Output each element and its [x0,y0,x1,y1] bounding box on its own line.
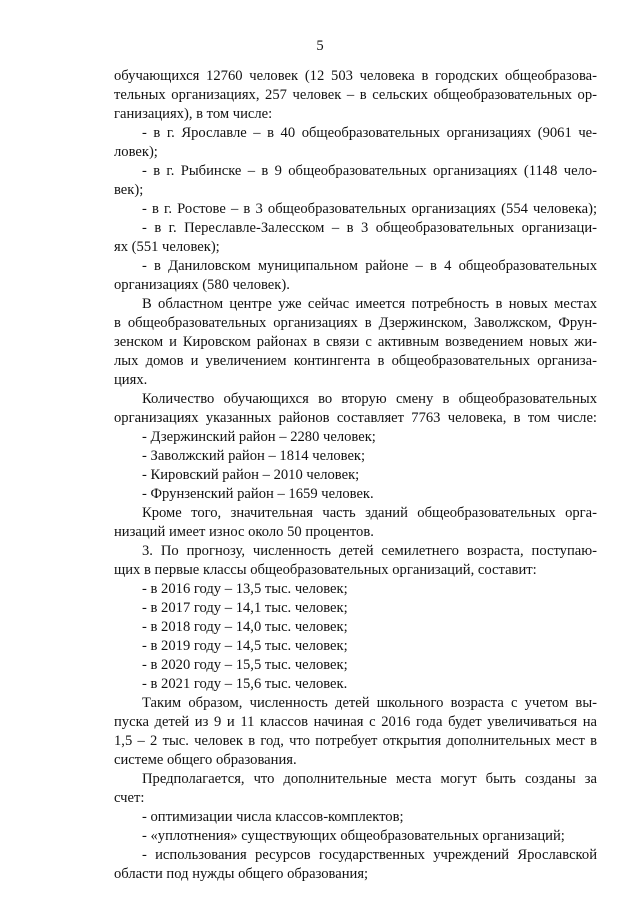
text-line: области под нужды общего образования; [114,866,369,882]
text-line: лых домов и увеличением контингента в общеобразовательных организа- [114,353,597,369]
page-number: 5 [316,38,324,54]
text-line: - «уплотнения» существующих общеобразовательных организаций; [142,828,565,844]
text-line: 3. По прогнозу, численность детей семилетнего возраста, поступаю- [142,543,597,559]
text-line: - Кировский район – 2010 человек; [142,467,360,483]
text-line: - в г. Ярославле – в 40 общеобразовательных организациях (9061 че- [142,125,597,141]
text-line: - оптимизации числа классов-комплектов; [142,809,404,825]
text-line: Таким образом, численность детей школьного возраста с учетом вы- [142,695,597,711]
text-line: - в 2018 году – 14,0 тыс. человек; [142,619,348,635]
text-line: счет: [114,790,145,806]
text-line: циях. [114,372,148,388]
text-line: Предполагается, что дополнительные места могут быть созданы за [142,771,597,787]
text-line: 1,5 – 2 тыс. человек в год, что потребует открытия дополнительных мест в [114,733,597,749]
text-line: ях (551 человек); [114,239,220,255]
text-line: - использования ресурсов государственных учреждений Ярославской [142,847,597,863]
text-line: системе общего образования. [114,752,297,768]
text-line: - в 2017 году – 14,1 тыс. человек; [142,600,348,616]
text-line: В областном центре уже сейчас имеется потребность в новых местах [142,296,597,312]
text-line: в общеобразовательных организациях в Дзержинском, Заволжском, Фрун- [114,315,597,331]
text-line: - в г. Рыбинске – в 9 общеобразовательных организациях (1148 чело- [142,163,597,179]
text-line: низаций имеет износ около 50 процентов. [114,524,374,540]
text-line: - в г. Переславле-Залесском – в 3 общеобразовательных организаци- [142,220,597,236]
text-line: - Заволжский район – 1814 человек; [142,448,366,464]
text-line: организациях (580 человек). [114,277,290,293]
text-line: век); [114,182,144,198]
text-line: обучающихся 12760 человек (12 503 человека в городских общеобразова- [114,68,597,84]
text-line: организациях указанных районов составляет 7763 человека, в том числе: [114,410,597,426]
text-line: Количество обучающихся во вторую смену в общеобразовательных [142,391,597,407]
text-line: тельных организациях, 257 человек – в сельских общеобразовательных ор- [114,87,597,103]
text-line: - в г. Ростове – в 3 общеобразовательных организациях (554 человека); [142,201,597,217]
text-line: - Фрунзенский район – 1659 человек. [142,486,374,502]
text-line: ловек); [114,144,158,160]
text-line: - Дзержинский район – 2280 человек; [142,429,376,445]
text-line: - в 2019 году – 14,5 тыс. человек; [142,638,348,654]
text-line: ганизациях), в том числе: [114,106,273,122]
text-line: зенском и Кировском районах в связи с активным возведением новых жи- [114,334,597,350]
text-line: - в 2016 году – 13,5 тыс. человек; [142,581,348,597]
text-line: - в 2020 году – 15,5 тыс. человек; [142,657,348,673]
text-line: щих в первые классы общеобразовательных организаций, составит: [114,562,537,578]
text-line: - в 2021 году – 15,6 тыс. человек. [142,676,348,692]
text-line: - в Даниловском муниципальном районе – в 4 общеобразовательных [142,258,597,274]
text-line: пуска детей из 9 и 11 классов начиная с 2016 года будет увеличиваться на [114,714,597,730]
text-line: Кроме того, значительная часть зданий общеобразовательных орга- [142,505,597,521]
